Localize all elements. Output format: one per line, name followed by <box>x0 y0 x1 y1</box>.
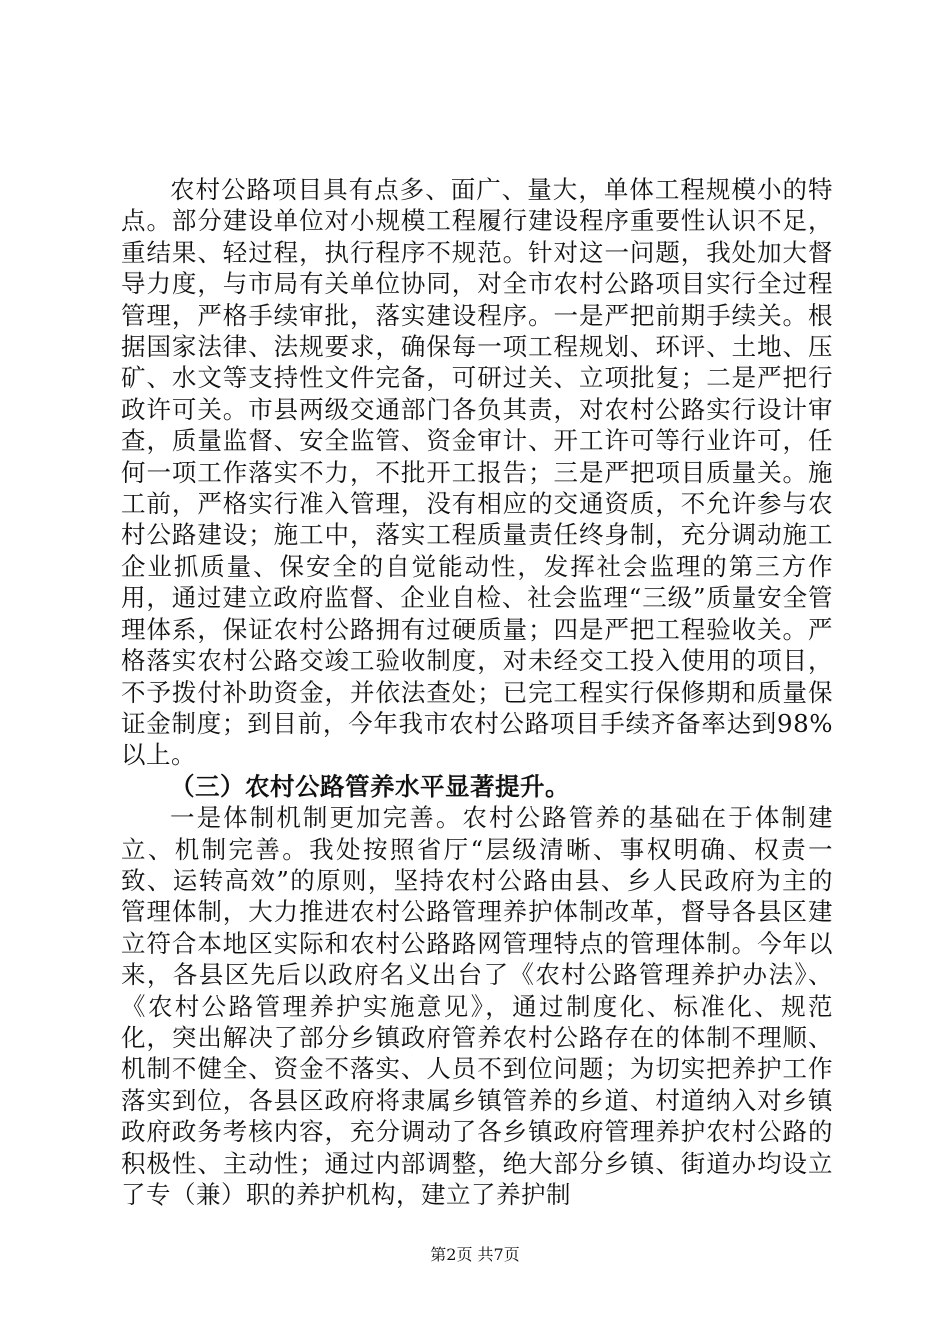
page-number-footer: 第2页 共7页 <box>430 1245 520 1264</box>
body-paragraph-1: 农村公路项目具有点多、面广、量大，单体工程规模小的特点。部分建设单位对小规模工程履行建设程序重要性认识不足，重结果、轻过程，执行程序不规范。针对这一问题，我处加大督导力度，与市局有关单位协同，对全市农村公路项目实行全过程管理，严格手续审批，落实建设程序。一是严把前期手续关。根据国家法律、法规要求，确保每一项工程规划、环评、土地、压矿、水文等支持性文件完备，可研过关、立项批复；二是严把行政许可关。市县两级交通部门各负其责，对农村公路实行设计审查，质量监督、安全监管、资金审计、开工许可等行业许可，任何一项工作落实不力，不批开工报告；三是严把项目质量关。施工前，严格实行准入管理，没有相应的交通资质，不允许参与农村公路建设；施工中，落实工程质量责任终身制，充分调动施工企业抓质量、保安全的自觉能动性，发挥社会监理的第三方作用，通过建立政府监督、企业自检、社会监理“三级”质量安全管理体系，保证农村公路拥有过硬质量；四是严把工程验收关。严格落实农村公路交竣工验收制度，对未经交工投入使用的项目，不予拨付补助资金，并依法查处；已完工程实行保修期和质量保证金制度；到目前，今年我市农村公路项目手续齐备率达到98%以上。 <box>121 175 833 770</box>
body-paragraph-2: 一是体制机制更加完善。农村公路管养的基础在于体制建立、机制完善。我处按照省厅“层级清晰、事权明确、权责一致、运转高效”的原则，坚持农村公路由县、乡人民政府为主的管理体制，大力推进农村公路管理养护体制改革，督导各县区建立符合本地区实际和农村公路路网管理特点的管理体制。今年以来，各县区先后以政府名义出台了《农村公路管理养护办法》、《农村公路管理养护实施意见》，通过制度化、标准化、规范化，突出解决了部分乡镇政府管养农村公路存在的体制不理顺、机制不健全、资金不落实、人员不到位问题；为切实把养护工作落实到位，各县区政府将隶属乡镇管养的乡道、村道纳入对乡镇政府政务考核内容，充分调动了各乡镇政府管理养护农村公路的积极性、主动性；通过内部调整，绝大部分乡镇、街道办均设立了专（兼）职的养护机构，建立了养护制 <box>121 803 833 1209</box>
document-body <box>121 174 833 1210</box>
section-heading: （三）农村公路管养水平显著提升。 <box>170 771 570 801</box>
